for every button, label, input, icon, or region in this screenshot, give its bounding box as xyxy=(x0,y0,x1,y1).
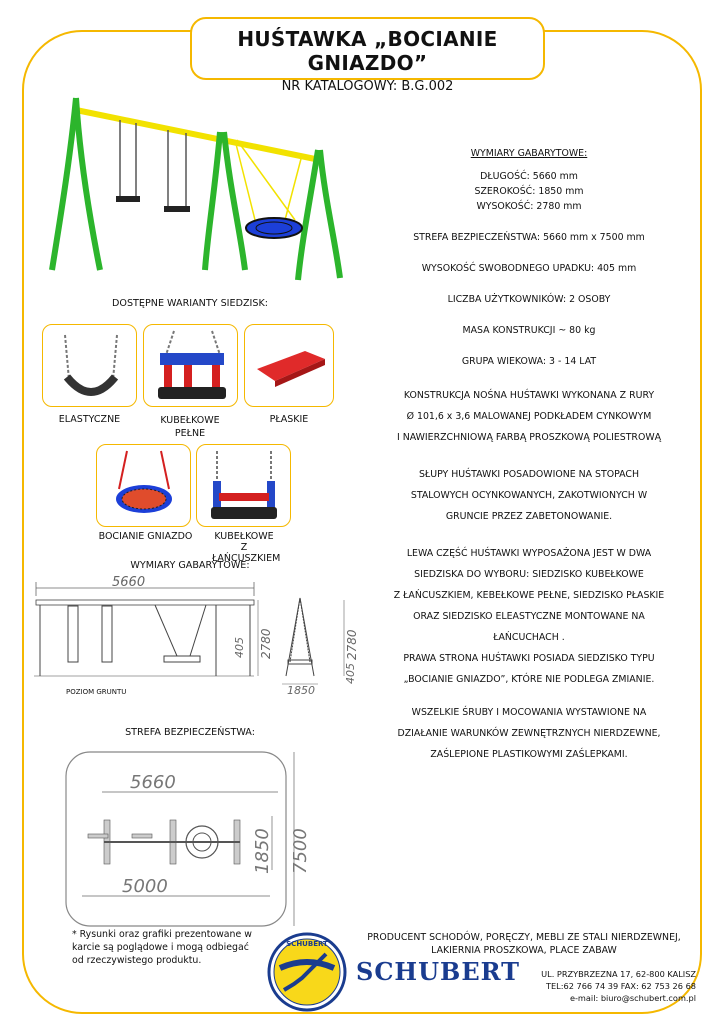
spec-height: WYSOKOŚĆ: 2780 mm xyxy=(476,201,582,212)
product-title: HUŚTAWKA „BOCIANIE GNIAZDO” xyxy=(237,27,498,75)
title-box xyxy=(190,17,545,94)
dimensions-heading: WYMIARY GABARYTOWE: xyxy=(130,560,250,571)
spec-seats: LEWA CZĘŚĆ HUŚTAWKI WYPOSAŻONA JEST W DWA SIEDZISKA DO WYBORU: SIEDZISKO KUBEŁKOWE Z ŁAŃCUSZKIEM, KEBEŁKOWE PEŁNE, SIEDZISKO PŁASKIE ORAZ SIEDZISKO ELEASTYCZNE MONTOWANE NA ŁAŃCUCHACH . PRAWA STRONA HUŚTAWKI POSIADA SIEDZISKO TYPU „BOCIANIE GNIAZDO”, KTÓRE NIE PODLEGA ZMIANIE. xyxy=(393,548,665,685)
drawing-freefall: 405 xyxy=(233,637,246,658)
variant-label-bucket-chain: KUBEŁKOWE Z ŁAŃCUSZKIEM xyxy=(212,531,281,564)
drawing-height-side: 2780 xyxy=(345,629,359,660)
spec-mass: MASA KONSTRUKCJI ~ 80 kg xyxy=(462,325,596,336)
svg-text:SCHUBERT: SCHUBERT xyxy=(286,940,328,948)
drawing-height: 2780 xyxy=(259,628,273,659)
spec-safety-zone: STREFA BEZPIECZEŃSTWA: 5660 mm x 7500 mm xyxy=(413,232,645,243)
spec-users: LICZBA UŻYTKOWNIKÓW: 2 OSOBY xyxy=(447,294,611,305)
safety-outer-width: 7500 xyxy=(290,828,311,874)
variant-nest-image xyxy=(96,444,191,527)
spec-posts: SŁUPY HUŚTAWKI POSADOWIONE NA STOPACH STALOWYCH OCYNKOWANYCH, ZAKOTWIONYCH W GRUNCIE PRZEZ ZABETONOWANIE. xyxy=(410,469,648,522)
drawing-width: 1850 xyxy=(287,684,315,697)
spec-construction: KONSTRUKCJA NOŚNA HUŚTAWKI WYKONANA Z RURY Ø 101,6 x 3,6 MALOWANEJ PODKŁADEM CYNKOWYM I NAWIERZCHNIOWĄ FARBĄ PROSZKOWĄ POLIESTROWĄ xyxy=(396,390,662,443)
variant-label-bucket: KUBEŁKOWE PEŁNE xyxy=(160,415,220,439)
specs-heading: WYMIARY GABARYTOWE: xyxy=(470,148,588,159)
brand-name: SCHUBERT xyxy=(356,957,520,986)
email: e-mail: biuro@schubert.com.pl xyxy=(569,993,696,1003)
spec-length: DŁUGOŚĆ: 5660 mm xyxy=(480,171,578,182)
variants-heading: DOSTĘPNE WARIANTY SIEDZISK: xyxy=(112,298,268,309)
safety-outer-length: 5000 xyxy=(122,876,168,897)
producer-contact xyxy=(500,968,696,1004)
variant-bucket-image xyxy=(143,324,238,407)
variant-label-elastic: ELASTYCZNE xyxy=(58,414,121,425)
drawing-length: 5660 xyxy=(112,575,146,590)
drawing-freefall-side: 405 xyxy=(344,663,357,684)
spec-bolts: WSZELKIE ŚRUBY I MOCOWANIA WYSTAWIONE NA DZIAŁANIE WARUNKÓW ZEWNĘTRZNYCH NIERDZEWNE, ZAŚLEPIONE PLASTIKOWYMI ZAŚLEPKAMI. xyxy=(397,707,661,760)
spec-width: SZEROKOŚĆ: 1850 mm xyxy=(474,186,584,197)
spec-age: GRUPA WIEKOWA: 3 - 14 LAT xyxy=(461,356,597,367)
ground-level-label: POZIOM GRUNTU xyxy=(66,688,127,696)
catalog-number: NR KATALOGOWY: B.G.002 xyxy=(281,79,454,94)
producer-description: PRODUCENT SCHODÓW, PORĘCZY, MEBLI ZE STALI NIERDZEWNEJ, LAKIERNIA PROSZKOWA, PLACE ZABAW xyxy=(367,932,681,956)
spec-freefall: WYSOKOŚĆ SWOBODNEGO UPADKU: 405 mm xyxy=(421,263,637,274)
variant-label-nest: BOCIANIE GNIAZDO xyxy=(98,531,193,542)
swing-illustration xyxy=(40,90,350,290)
safety-heading: STREFA BEZPIECZEŃSTWA: xyxy=(125,727,255,738)
variant-flat-image xyxy=(244,324,334,407)
variant-elastic-image xyxy=(42,324,137,407)
address: UL. PRZYBRZEZNA 17, 62-800 KALISZ xyxy=(541,969,696,979)
footnote: * Rysunki oraz grafiki prezentowane w karcie są poglądowe i mogą odbiegać od rzeczywistego produktu. xyxy=(72,929,252,966)
variant-bucket-chain-image xyxy=(196,444,291,527)
safety-inner-width: 1850 xyxy=(252,828,273,874)
safety-inner-length: 5660 xyxy=(130,772,176,793)
dimensions-drawing xyxy=(32,574,368,700)
phone: TEL:62 766 74 39 FAX: 62 753 26 68 xyxy=(545,981,696,991)
safety-zone-drawing xyxy=(60,748,311,934)
schubert-logo xyxy=(266,930,348,1014)
variant-label-flat: PŁASKIE xyxy=(269,414,309,425)
specs-column xyxy=(370,148,688,765)
